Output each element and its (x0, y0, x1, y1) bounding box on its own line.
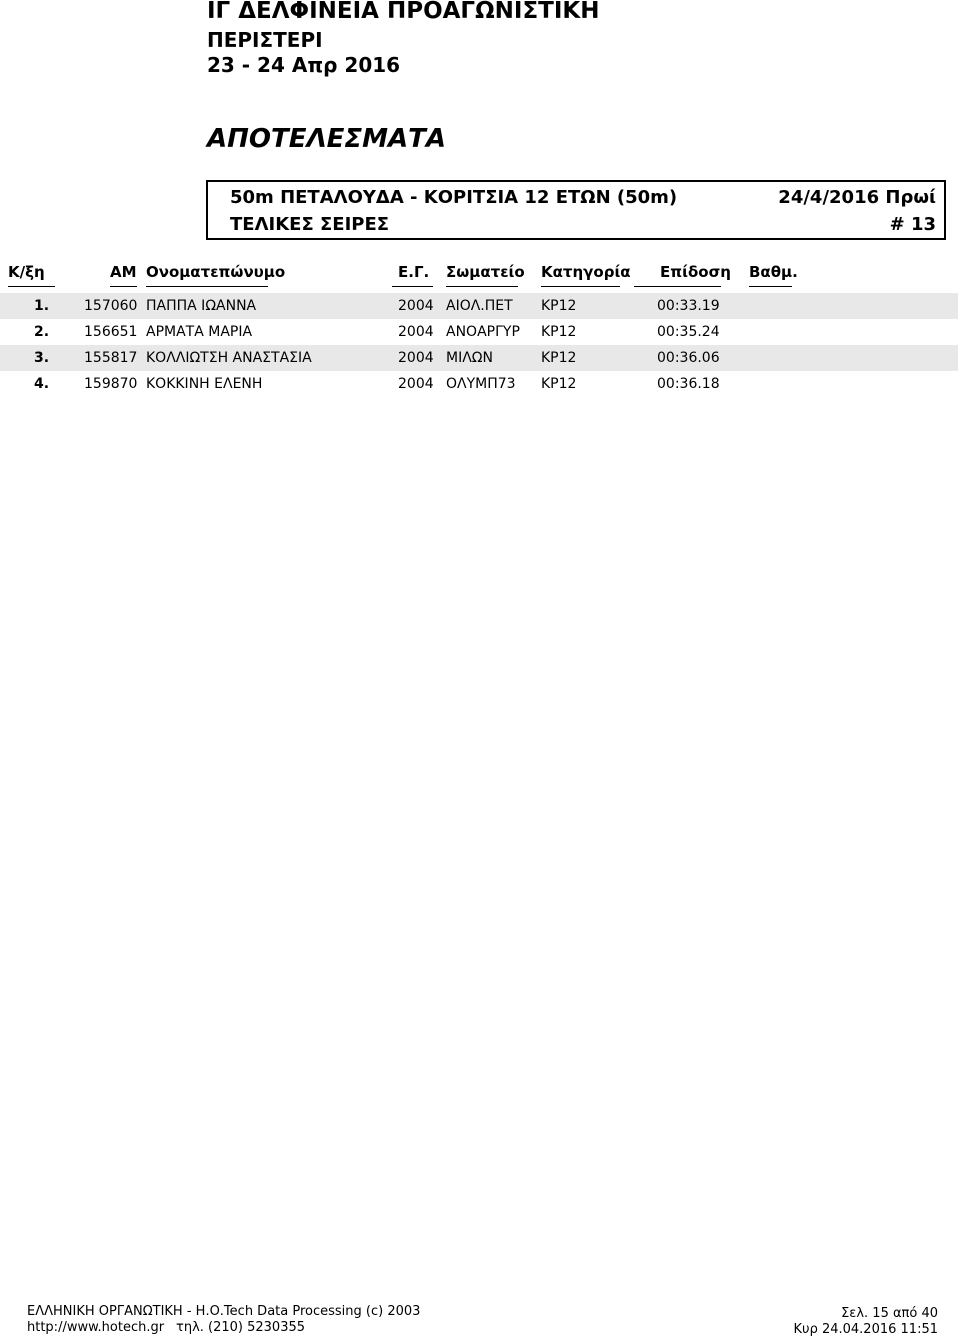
table-row (0, 371, 958, 397)
heat-number: # 13 (889, 214, 936, 235)
col-header-rank: Κ/ξη (8, 263, 45, 281)
print-timestamp: Κυρ 24.04.2016 11:51 (793, 1322, 938, 1337)
name-cell: ΠΑΠΠΑ ΙΩΑΝΝΑ (146, 298, 257, 314)
col-header-points: Βαθμ. (749, 263, 798, 281)
year-cell: 2004 (398, 324, 434, 340)
footer-org: ΕΛΛΗΝΙΚΗ ΟΡΓΑΝΩΤΙΚΗ - Η.Ο.Tech Data Processing (c) 2003 (27, 1304, 421, 1319)
time-cell: 00:33.19 (657, 298, 720, 314)
col-underline (446, 286, 518, 287)
col-underline (392, 286, 433, 287)
id-cell: 156651 (84, 324, 138, 340)
category-cell: ΚΡ12 (541, 298, 577, 314)
club-cell: ΜΙΛΩΝ (446, 350, 493, 366)
time-cell: 00:36.18 (657, 376, 720, 392)
col-header-time: Επίδοση (660, 263, 731, 281)
year-cell: 2004 (398, 376, 434, 392)
col-underline (146, 286, 268, 287)
col-header-year: Ε.Γ. (398, 263, 430, 281)
category-cell: ΚΡ12 (541, 376, 577, 392)
footer-url[interactable]: http://www.hotech.gr (27, 1320, 165, 1335)
rank-cell: 1. (34, 298, 50, 314)
category-cell: ΚΡ12 (541, 324, 577, 340)
category-cell: ΚΡ12 (541, 350, 577, 366)
col-header-category: Κατηγορία (541, 263, 631, 281)
col-header-name: Ονοματεπώνυμο (146, 263, 286, 281)
id-cell: 155817 (84, 350, 138, 366)
col-underline (541, 286, 620, 287)
club-cell: ΑΝΟΑΡΓΥΡ (446, 324, 520, 340)
time-cell: 00:36.06 (657, 350, 720, 366)
meet-venue: ΠΕΡΙΣΤΕΡΙ (207, 28, 323, 52)
time-cell: 00:35.24 (657, 324, 720, 340)
name-cell: ΑΡΜΑΤΑ ΜΑΡΙΑ (146, 324, 253, 340)
table-row (0, 345, 958, 371)
page-number: Σελ. 15 από 40 (841, 1306, 938, 1321)
meet-title: ΙΓ ΔΕΛΦΙΝΕΙΑ ΠΡΟΑΓΩΝΙΣΤΙΚΗ (207, 0, 600, 24)
col-header-id: ΑΜ (110, 263, 137, 281)
rank-cell: 4. (34, 376, 50, 392)
footer-phone: τηλ. (210) 5230355 (176, 1320, 306, 1335)
col-header-club: Σωματείο (446, 263, 525, 281)
year-cell: 2004 (398, 350, 434, 366)
col-underline (8, 286, 55, 287)
col-underline (110, 286, 137, 287)
event-date: 24/4/2016 Πρωί (778, 187, 936, 208)
col-underline (749, 286, 792, 287)
table-row (0, 319, 958, 345)
rank-cell: 2. (34, 324, 50, 340)
id-cell: 159870 (84, 376, 138, 392)
col-underline (634, 286, 721, 287)
event-stage: ΤΕΛΙΚΕΣ ΣΕΙΡΕΣ (230, 214, 390, 235)
club-cell: ΑΙΟΛ.ΠΕΤ (446, 298, 513, 314)
name-cell: ΚΟΛΛΙΩΤΣΗ ΑΝΑΣΤΑΣΙΑ (146, 350, 312, 366)
meet-dates: 23 - 24 Απρ 2016 (207, 53, 401, 77)
event-name: 50m ΠΕΤΑΛΟΥΔΑ - ΚΟΡΙΤΣΙΑ 12 ΕΤΩΝ (50m) (230, 187, 678, 208)
table-row (0, 293, 958, 319)
club-cell: ΟΛΥΜΠ73 (446, 376, 516, 392)
event-box (206, 180, 946, 240)
year-cell: 2004 (398, 298, 434, 314)
id-cell: 157060 (84, 298, 138, 314)
rank-cell: 3. (34, 350, 50, 366)
results-title: ΑΠΟΤΕΛΕΣΜΑΤΑ (207, 124, 446, 154)
name-cell: ΚΟΚΚΙΝΗ ΕΛΕΝΗ (146, 376, 263, 392)
